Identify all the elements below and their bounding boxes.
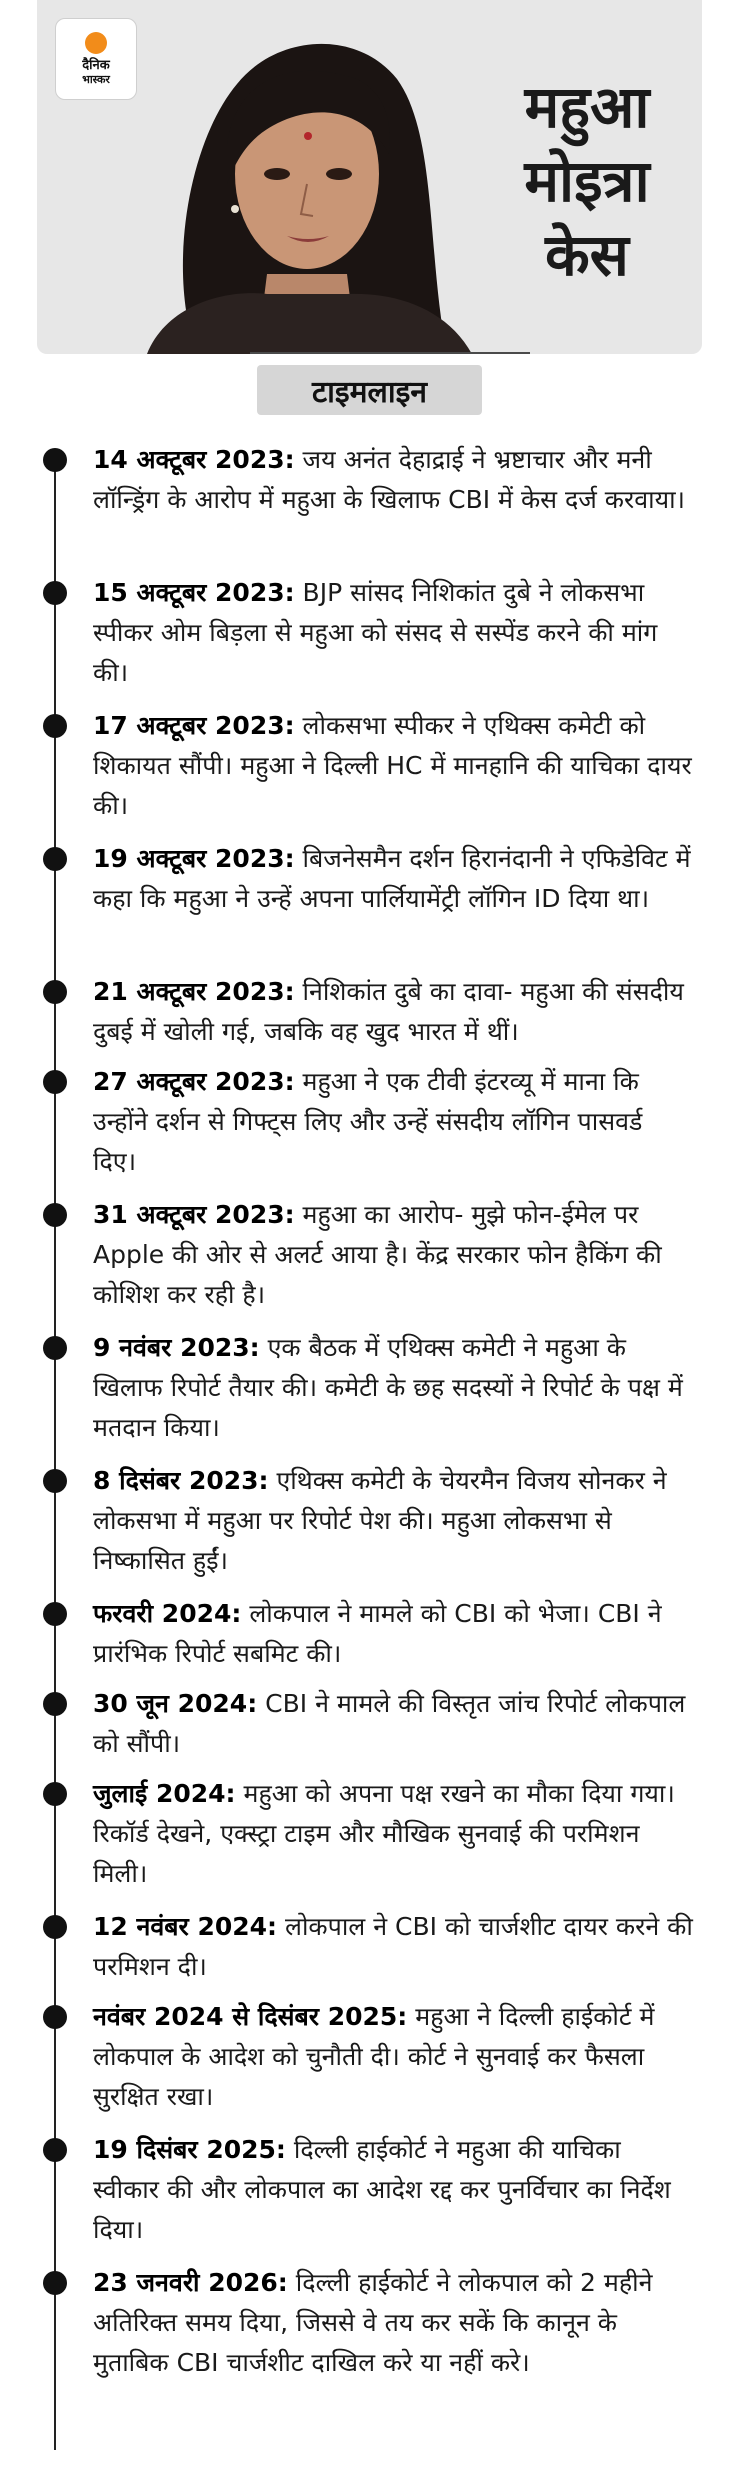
timeline-date: 12 नवंबर 2024:	[93, 1912, 278, 1941]
bullet-dot-icon	[43, 1915, 67, 1939]
timeline-date: जुलाई 2024:	[93, 1779, 236, 1808]
timeline-entry-text	[93, 1062, 693, 1182]
timeline-date: 9 नवंबर 2023:	[93, 1333, 260, 1362]
bullet-dot-icon	[43, 1692, 67, 1716]
bullet-dot-icon	[43, 1469, 67, 1493]
timeline-date: 17 अक्टूबर 2023:	[93, 711, 295, 740]
title-line3: केस	[545, 221, 629, 289]
bullet-dot-icon	[43, 2271, 67, 2295]
timeline-description: बिजनेसमैन दर्शन हिरानंदानी ने एफिडेविट में कहा कि महुआ ने उन्हें अपना पार्लियामेंट्री लॉगिन ID दिया था।	[93, 844, 691, 913]
page-title	[487, 70, 687, 292]
timeline-entry-text	[93, 1461, 693, 1581]
timeline-description: BJP सांसद निशिकांत दुबे ने लोकसभा स्पीकर ओम बिड़ला से महुआ को संसद से सस्पेंड करने की मांग की।	[93, 578, 658, 687]
timeline-description: लोकपाल ने CBI को चार्जशीट दायर करने की परमिशन दी।	[93, 1912, 693, 1981]
bullet-dot-icon	[43, 714, 67, 738]
timeline-date: 19 दिसंबर 2025:	[93, 2135, 286, 2164]
title-line2: मोइत्रा	[524, 147, 650, 215]
bullet-dot-icon	[43, 448, 67, 472]
timeline-date: 21 अक्टूबर 2023:	[93, 977, 295, 1006]
timeline-entry-text	[93, 1774, 693, 1894]
timeline-entry-text	[93, 573, 693, 693]
timeline-description: दिल्ली हाईकोर्ट ने महुआ की याचिका स्वीकार की और लोकपाल का आदेश रद्द कर पुनर्विचार का निर्देश दिया।	[93, 2135, 671, 2244]
bullet-dot-icon	[43, 581, 67, 605]
bullet-dot-icon	[43, 847, 67, 871]
timeline-description: लोकपाल ने मामले को CBI को भेजा। CBI ने प्रारंभिक रिपोर्ट सबमिट की।	[93, 1599, 662, 1668]
timeline-description: महुआ ने एक टीवी इंटरव्यू में माना कि उन्होंने दर्शन से गिफ्ट्स लिए और उन्हें संसदीय लॉगिन पासवर्ड दिए।	[93, 1067, 643, 1176]
timeline-date: 15 अक्टूबर 2023:	[93, 578, 295, 607]
timeline-date: 19 अक्टूबर 2023:	[93, 844, 295, 873]
timeline-description: जय अनंत देहाद्राई ने भ्रष्टाचार और मनी लॉन्ड्रिंग के आरोप में महुआ के खिलाफ CBI में केस दर्ज करवाया।	[93, 445, 686, 514]
timeline-description: CBI ने मामले की विस्तृत जांच रिपोर्ट लोकपाल को सौंपी।	[93, 1689, 686, 1758]
timeline-description: महुआ ने दिल्ली हाईकोर्ट में लोकपाल के आदेश को चुनौती दी। कोर्ट ने सुनवाई कर फैसला सुरक्षित रखा।	[93, 2002, 655, 2111]
bullet-dot-icon	[43, 2138, 67, 2162]
timeline-date: 23 जनवरी 2026:	[93, 2268, 288, 2297]
bullet-dot-icon	[43, 1782, 67, 1806]
timeline-entry-text	[93, 2263, 693, 2383]
brand-logo-line2: भास्कर	[82, 73, 110, 86]
timeline-entry-text	[93, 1907, 693, 1987]
timeline-description: एक बैठक में एथिक्स कमेटी ने महुआ के खिलाफ रिपोर्ट तैयार की। कमेटी के छह सदस्यों ने रिपोर्ट के पक्ष में मतदान किया।	[93, 1333, 683, 1442]
timeline-date: 27 अक्टूबर 2023:	[93, 1067, 295, 1096]
brand-logo	[55, 18, 137, 100]
brand-logo-line1: दैनिक	[82, 58, 110, 73]
bullet-dot-icon	[43, 1336, 67, 1360]
timeline	[0, 440, 730, 2470]
timeline-entry-text	[93, 972, 693, 1052]
timeline-entry-text	[93, 706, 693, 826]
timeline-entry-text	[93, 1594, 693, 1674]
timeline-date: 14 अक्टूबर 2023:	[93, 445, 295, 474]
timeline-date: नवंबर 2024 से दिसंबर 2025:	[93, 2002, 408, 2031]
divider	[250, 352, 530, 354]
timeline-date: फरवरी 2024:	[93, 1599, 242, 1628]
timeline-entry-text	[93, 1195, 693, 1315]
timeline-description: महुआ का आरोप- मुझे फोन-ईमेल पर Apple की ओर से अलर्ट आया है। केंद्र सरकार फोन हैकिंग की कोशिश कर रही है।	[93, 1200, 662, 1309]
portrait-photo	[127, 24, 487, 354]
title-line1: महुआ	[524, 73, 650, 141]
sun-icon	[85, 32, 107, 54]
bullet-dot-icon	[43, 2005, 67, 2029]
header-banner	[37, 0, 702, 354]
timeline-entry-text	[93, 839, 693, 919]
timeline-entry-text	[93, 1997, 693, 2117]
bullet-dot-icon	[43, 980, 67, 1004]
timeline-date: 30 जून 2024:	[93, 1689, 258, 1718]
timeline-entry-text	[93, 1328, 693, 1448]
timeline-description: निशिकांत दुबे का दावा- महुआ की संसदीय दुबई में खोली गई, जबकि वह खुद भारत में थीं।	[93, 977, 684, 1046]
timeline-entry-text	[93, 1684, 693, 1764]
section-tag: टाइमलाइन	[257, 365, 482, 415]
bullet-dot-icon	[43, 1203, 67, 1227]
timeline-description: लोकसभा स्पीकर ने एथिक्स कमेटी को शिकायत सौंपी। महुआ ने दिल्ली HC में मानहानि की याचिका दायर की।	[93, 711, 692, 820]
timeline-date: 8 दिसंबर 2023:	[93, 1466, 269, 1495]
bullet-dot-icon	[43, 1070, 67, 1094]
timeline-entry-text	[93, 440, 693, 520]
timeline-description: महुआ को अपना पक्ष रखने का मौका दिया गया। रिकॉर्ड देखने, एक्स्ट्रा टाइम और मौखिक सुनवाई की परमिशन मिली।	[93, 1779, 675, 1888]
timeline-description: दिल्ली हाईकोर्ट ने लोकपाल को 2 महीने अतिरिक्त समय दिया, जिससे वे तय कर सकें कि कानून के मुताबिक CBI चार्जशीट दाखिल करे या नहीं करे।	[93, 2268, 653, 2377]
bullet-dot-icon	[43, 1602, 67, 1626]
timeline-entry-text	[93, 2130, 693, 2250]
timeline-date: 31 अक्टूबर 2023:	[93, 1200, 295, 1229]
timeline-description: एथिक्स कमेटी के चेयरमैन विजय सोनकर ने लोकसभा में महुआ पर रिपोर्ट पेश की। महुआ लोकसभा से निष्कासित हुईं।	[93, 1466, 667, 1575]
